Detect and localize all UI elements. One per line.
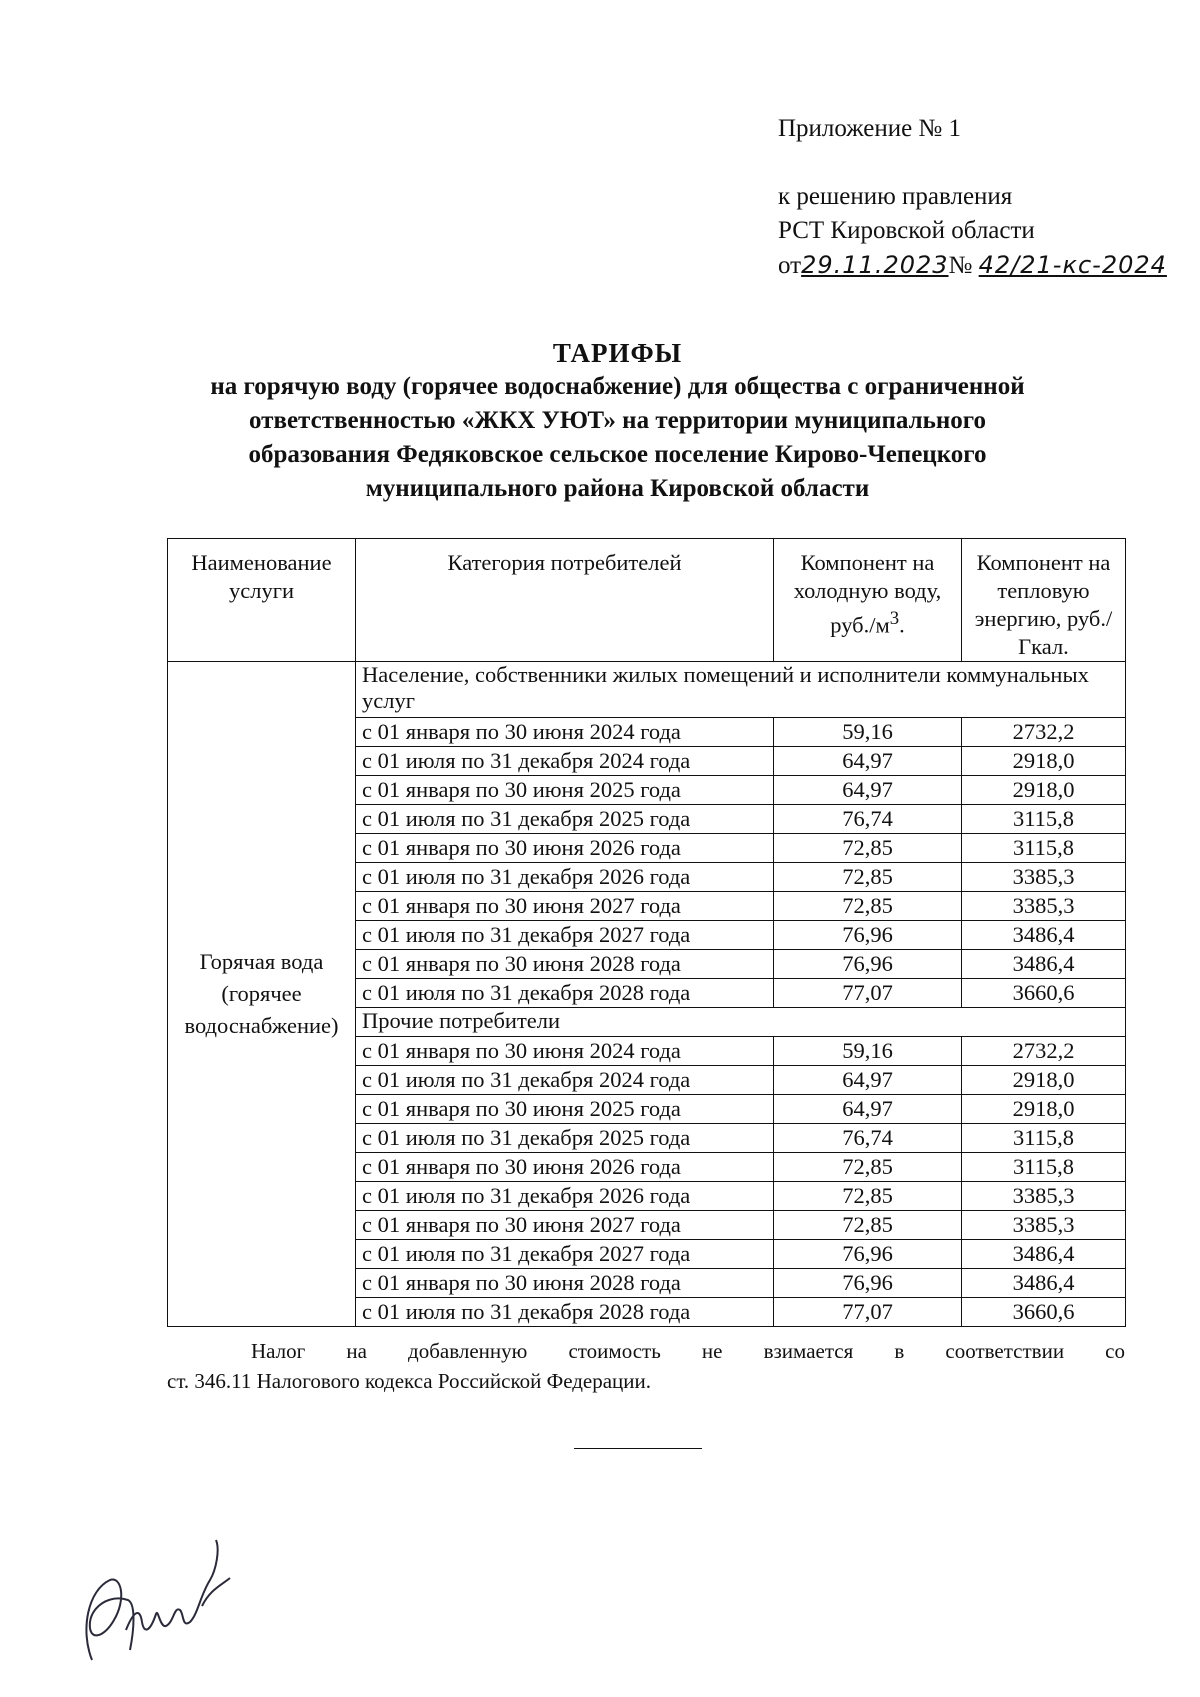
period-cell: с 01 июля по 31 декабря 2026 года xyxy=(356,863,774,892)
period-cell: с 01 июля по 31 декабря 2024 года xyxy=(356,747,774,776)
heat-cell: 2918,0 xyxy=(962,1066,1126,1095)
header-service: Наименование услуги xyxy=(168,539,356,662)
decision-number: 42/21-кс-2024 xyxy=(978,251,1167,279)
cold-cell: 72,85 xyxy=(774,834,962,863)
header-cold-water-end: . xyxy=(899,612,905,638)
authority-name: РСТ Кировской области xyxy=(778,217,1035,244)
heat-cell: 3486,4 xyxy=(962,1269,1126,1298)
group-row xyxy=(168,662,1126,718)
period-cell: с 01 января по 30 июня 2025 года xyxy=(356,776,774,805)
service-name-cell: Горячая вода (горячее водоснабжение) xyxy=(168,662,356,1327)
group-name: Прочие потребители xyxy=(356,1008,1126,1037)
appendix-block xyxy=(778,112,961,146)
cold-cell: 76,74 xyxy=(774,805,962,834)
heat-cell: 3385,3 xyxy=(962,1182,1126,1211)
cold-cell: 76,96 xyxy=(774,1269,962,1298)
heat-cell: 2732,2 xyxy=(962,718,1126,747)
heat-cell: 3385,3 xyxy=(962,892,1126,921)
decision-date-line xyxy=(778,248,1167,283)
vat-note-line: Налог на добавленную стоимость не взимается в соответствии со xyxy=(251,1339,1125,1363)
period-cell: с 01 января по 30 июня 2026 года xyxy=(356,1153,774,1182)
from-label: от xyxy=(778,252,802,279)
heat-cell: 2918,0 xyxy=(962,1095,1126,1124)
period-cell: с 01 июля по 31 декабря 2027 года xyxy=(356,921,774,950)
appendix-number: Приложение № 1 xyxy=(778,115,962,142)
period-cell: с 01 июля по 31 декабря 2025 года xyxy=(356,1124,774,1153)
cold-cell: 64,97 xyxy=(774,1095,962,1124)
cold-cell: 77,07 xyxy=(774,979,962,1008)
heat-cell: 3115,8 xyxy=(962,1124,1126,1153)
vat-note-line: ст. 346.11 Налогового кодекса Российской Федерации. xyxy=(167,1369,652,1393)
period-cell: с 01 января по 30 июня 2027 года xyxy=(356,1211,774,1240)
cold-cell: 59,16 xyxy=(774,1037,962,1066)
heat-cell: 3385,3 xyxy=(962,863,1126,892)
document-title xyxy=(150,336,1085,506)
title-main: ТАРИФЫ xyxy=(552,338,683,368)
heat-cell: 3115,8 xyxy=(962,834,1126,863)
title-line: на горячую воду (горячее водоснабжение) для общества с ограниченной xyxy=(210,373,1025,400)
period-cell: с 01 января по 30 июня 2024 года xyxy=(356,1037,774,1066)
handwritten-signature xyxy=(70,1510,240,1670)
heat-cell: 3115,8 xyxy=(962,805,1126,834)
table-header-row xyxy=(168,539,1126,662)
cold-cell: 76,96 xyxy=(774,1240,962,1269)
decision-label: к решению правления xyxy=(778,183,1013,210)
cold-cell: 64,97 xyxy=(774,776,962,805)
cold-cell: 76,74 xyxy=(774,1124,962,1153)
period-cell: с 01 июля по 31 декабря 2026 года xyxy=(356,1182,774,1211)
heat-cell: 3486,4 xyxy=(962,921,1126,950)
cold-cell: 72,85 xyxy=(774,863,962,892)
period-cell: с 01 июля по 31 декабря 2028 года xyxy=(356,1298,774,1327)
header-cold-water xyxy=(774,539,962,662)
tariffs-table xyxy=(167,538,1126,1327)
heat-cell: 3385,3 xyxy=(962,1211,1126,1240)
cold-cell: 64,97 xyxy=(774,1066,962,1095)
period-cell: с 01 января по 30 июня 2026 года xyxy=(356,834,774,863)
period-cell: с 01 июля по 31 декабря 2025 года xyxy=(356,805,774,834)
cold-cell: 72,85 xyxy=(774,1153,962,1182)
heat-cell: 2732,2 xyxy=(962,1037,1126,1066)
header-heat: Компонент на тепловую энергию, руб./Гкал. xyxy=(962,539,1126,662)
title-line: образования Федяковское сельское поселение Кирово-Чепецкого xyxy=(248,441,987,468)
heat-cell: 2918,0 xyxy=(962,747,1126,776)
period-cell: с 01 января по 30 июня 2028 года xyxy=(356,950,774,979)
number-sign: № xyxy=(948,252,973,279)
cold-cell: 72,85 xyxy=(774,1182,962,1211)
cold-cell: 72,85 xyxy=(774,892,962,921)
cold-cell: 77,07 xyxy=(774,1298,962,1327)
title-line: муниципального района Кировской области xyxy=(365,475,870,502)
decision-date: 29.11.2023 xyxy=(801,251,949,279)
cold-cell: 59,16 xyxy=(774,718,962,747)
header-category: Категория потребителей xyxy=(356,539,774,662)
header-cold-water-text: Компонент на холодную воду, руб./м xyxy=(793,550,942,638)
heat-cell: 2918,0 xyxy=(962,776,1126,805)
group-name: Население, собственники жилых помещений и исполнители коммунальных услуг xyxy=(356,662,1126,718)
end-divider xyxy=(574,1448,702,1449)
period-cell: с 01 июля по 31 декабря 2028 года xyxy=(356,979,774,1008)
period-cell: с 01 июля по 31 декабря 2027 года xyxy=(356,1240,774,1269)
header-cold-water-sup: 3 xyxy=(889,608,900,629)
vat-note xyxy=(167,1336,1125,1396)
heat-cell: 3660,6 xyxy=(962,1298,1126,1327)
period-cell: с 01 января по 30 июня 2027 года xyxy=(356,892,774,921)
cold-cell: 72,85 xyxy=(774,1211,962,1240)
period-cell: с 01 января по 30 июня 2028 года xyxy=(356,1269,774,1298)
cold-cell: 64,97 xyxy=(774,747,962,776)
period-cell: с 01 июля по 31 декабря 2024 года xyxy=(356,1066,774,1095)
heat-cell: 3660,6 xyxy=(962,979,1126,1008)
period-cell: с 01 января по 30 июня 2025 года xyxy=(356,1095,774,1124)
decision-reference xyxy=(778,180,1167,283)
heat-cell: 3486,4 xyxy=(962,950,1126,979)
cold-cell: 76,96 xyxy=(774,950,962,979)
heat-cell: 3486,4 xyxy=(962,1240,1126,1269)
period-cell: с 01 января по 30 июня 2024 года xyxy=(356,718,774,747)
title-line: ответственностью «ЖКХ УЮТ» на территории муниципального xyxy=(249,407,986,434)
heat-cell: 3115,8 xyxy=(962,1153,1126,1182)
cold-cell: 76,96 xyxy=(774,921,962,950)
